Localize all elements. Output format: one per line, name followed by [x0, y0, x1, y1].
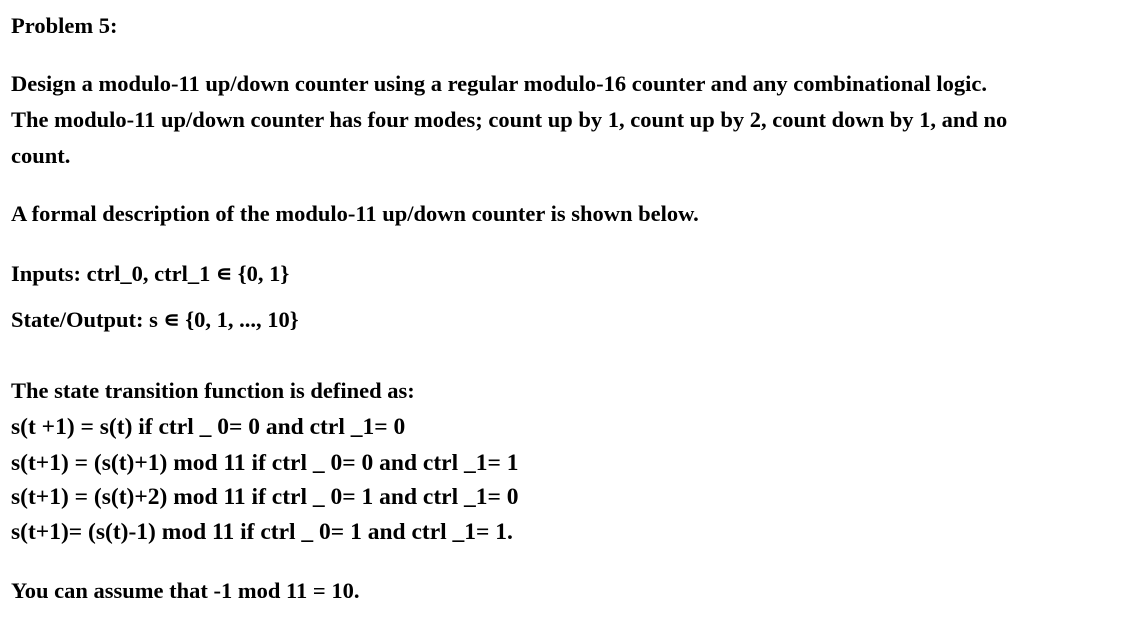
state-output-definition: State/Output: s ∊ {0, 1, ..., 10} [11, 307, 299, 332]
transition-rule-3: s(t+1) = (s(t)+2) mod 11 if ctrl _ 0= 1 and ctrl _1= 0 [11, 484, 519, 510]
intro-line-3: count. [11, 143, 71, 168]
transition-rule-1: s(t +1) = s(t) if ctrl _ 0= 0 and ctrl _1= 0 [11, 414, 406, 440]
assumption-note: You can assume that -1 mod 11 = 10. [11, 578, 360, 603]
transition-rule-4: s(t+1)= (s(t)-1) mod 11 if ctrl _ 0= 1 and ctrl _1= 1. [11, 519, 513, 545]
intro-line-2: The modulo-11 up/down counter has four modes; count up by 1, count up by 2, count down by 1, and no [11, 107, 1008, 132]
problem-title: Problem 5: [11, 13, 118, 38]
inputs-definition: Inputs: ctrl_0, ctrl_1 ∊ {0, 1} [11, 261, 290, 286]
formal-description-intro: A formal description of the modulo-11 up/down counter is shown below. [11, 201, 699, 226]
transition-rule-2: s(t+1) = (s(t)+1) mod 11 if ctrl _ 0= 0 and ctrl _1= 1 [11, 450, 519, 476]
intro-line-1: Design a modulo-11 up/down counter using a regular modulo-16 counter and any combinational logic. [11, 71, 987, 96]
transition-heading: The state transition function is defined as: [11, 378, 415, 403]
